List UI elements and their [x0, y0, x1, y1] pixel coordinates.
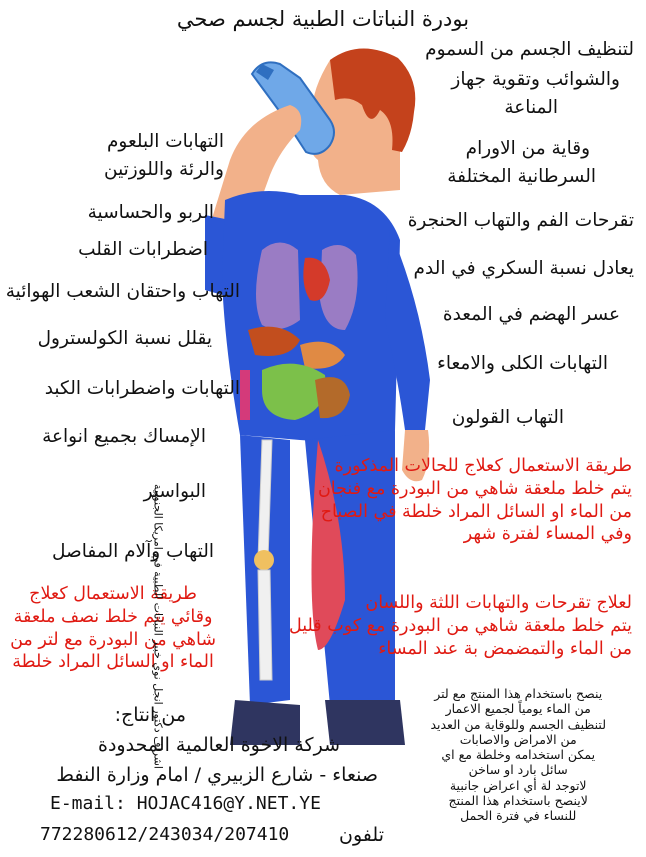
- benefit-item: يقلل نسبة الكولسترول: [37, 328, 212, 349]
- advice-line: يمكن استخدامه وخلطة مع اي: [441, 747, 596, 762]
- advice-line: من الماء يومياً لجميع الاعمار: [445, 701, 591, 717]
- benefit-item: التهاب واحتقان الشعب الهوائية: [5, 281, 240, 302]
- usage-line: شاهي من البودرة مع لتر من: [10, 629, 216, 650]
- benefit-item: وقاية من الاورام: [465, 138, 590, 159]
- benefit-item: الإمساك بجميع انواعة: [42, 426, 206, 447]
- usage-mouth-block: [289, 592, 632, 660]
- advice-line: من الامراض والاصابات: [459, 731, 577, 747]
- benefit-item: السرطانية المختلفة: [447, 166, 596, 187]
- benefit-item: والشوائب وتقوية جهاز: [451, 69, 620, 90]
- benefit-item: التهاب وآلام المفاصل: [52, 541, 214, 562]
- usage-line: لعلاج تقرحات والتهابات اللثة واللسان: [365, 593, 632, 613]
- production-label: من انتاج:: [114, 704, 186, 726]
- advice-line: لتنظيف الجسم وللوقاية من العديد: [430, 716, 606, 732]
- advice-line: ينصح باستخدام هذا المنتج مع لتر: [434, 686, 603, 701]
- benefit-item: اضطرابات القلب: [78, 239, 208, 260]
- phone-numbers[interactable]: 772280612/243034/207410: [40, 824, 290, 845]
- advice-block: [430, 686, 606, 823]
- page-title: بودرة النباتات الطبية لجسم صحي: [176, 7, 470, 31]
- benefit-item: التهابات واضطرابات الكبد: [44, 378, 240, 399]
- company-address: صنعاء - شارع الزبيري / امام وزارة النفط: [56, 764, 378, 786]
- advice-line: سائل بارد او ساخن: [468, 762, 568, 778]
- usage-line: من الماء او السائل المراد خلطة في الصباح: [320, 501, 632, 522]
- supervision-note: اشراف دكتور انجل نوي خبير النباتات الطبية في امريكا الجنوبية: [151, 484, 165, 769]
- benefit-item: لتنظيف الجسم من السموم: [425, 39, 634, 60]
- company-name: شركة الاخوة العالمية المحدودة: [98, 734, 340, 756]
- advice-line: للنساء في فترة الحمل: [460, 808, 577, 823]
- benefit-item: التهاب القولون: [451, 407, 564, 428]
- benefit-item: المناعة: [504, 97, 558, 118]
- benefit-item: البواسير: [143, 481, 206, 502]
- usage-prevent-block: [10, 583, 216, 674]
- usage-line: يتم خلط ملعقة شاهي من البودرة مع فنجان: [317, 478, 632, 499]
- usage-main-block: [318, 455, 632, 546]
- advice-line: لاتوجد لة أي اعراض جانبية: [449, 777, 587, 793]
- benefit-item: التهابات الكلى والامعاء: [437, 353, 608, 374]
- benefit-item: يعادل نسبة السكري في الدم: [413, 258, 634, 279]
- benefit-item: الربو والحساسية: [87, 202, 214, 223]
- advice-line: لاينصح باستخدام هذا المنتج: [448, 792, 588, 808]
- company-email[interactable]: E-mail: HOJAC416@Y.NET.YE: [50, 793, 321, 814]
- usage-line: طريقة الاستعمال كعلاج للحالات المذكورة: [334, 456, 632, 476]
- usage-line: الماء او السائل المراد خلطة: [12, 652, 214, 673]
- benefit-item: والرئة واللوزتين: [103, 159, 224, 180]
- benefit-item: التهابات البلعوم: [106, 131, 224, 152]
- usage-line: وقائي يتم خلط نصف ملعقة: [13, 606, 213, 627]
- phone-label: تلفون: [339, 824, 384, 846]
- benefit-item: عسر الهضم في المعدة: [442, 304, 620, 325]
- usage-line: يتم خلط ملعقة شاهي من البودرة مع كوب قليل: [288, 615, 632, 636]
- usage-line: وفي المساء لفترة شهر: [463, 524, 632, 545]
- usage-line: طريقة الاستعمال كعلاج: [29, 584, 197, 604]
- usage-line: من الماء والتمضمض بة عند المساء: [378, 638, 632, 659]
- benefit-item: تقرحات الفم والتهاب الحنجرة: [407, 210, 634, 231]
